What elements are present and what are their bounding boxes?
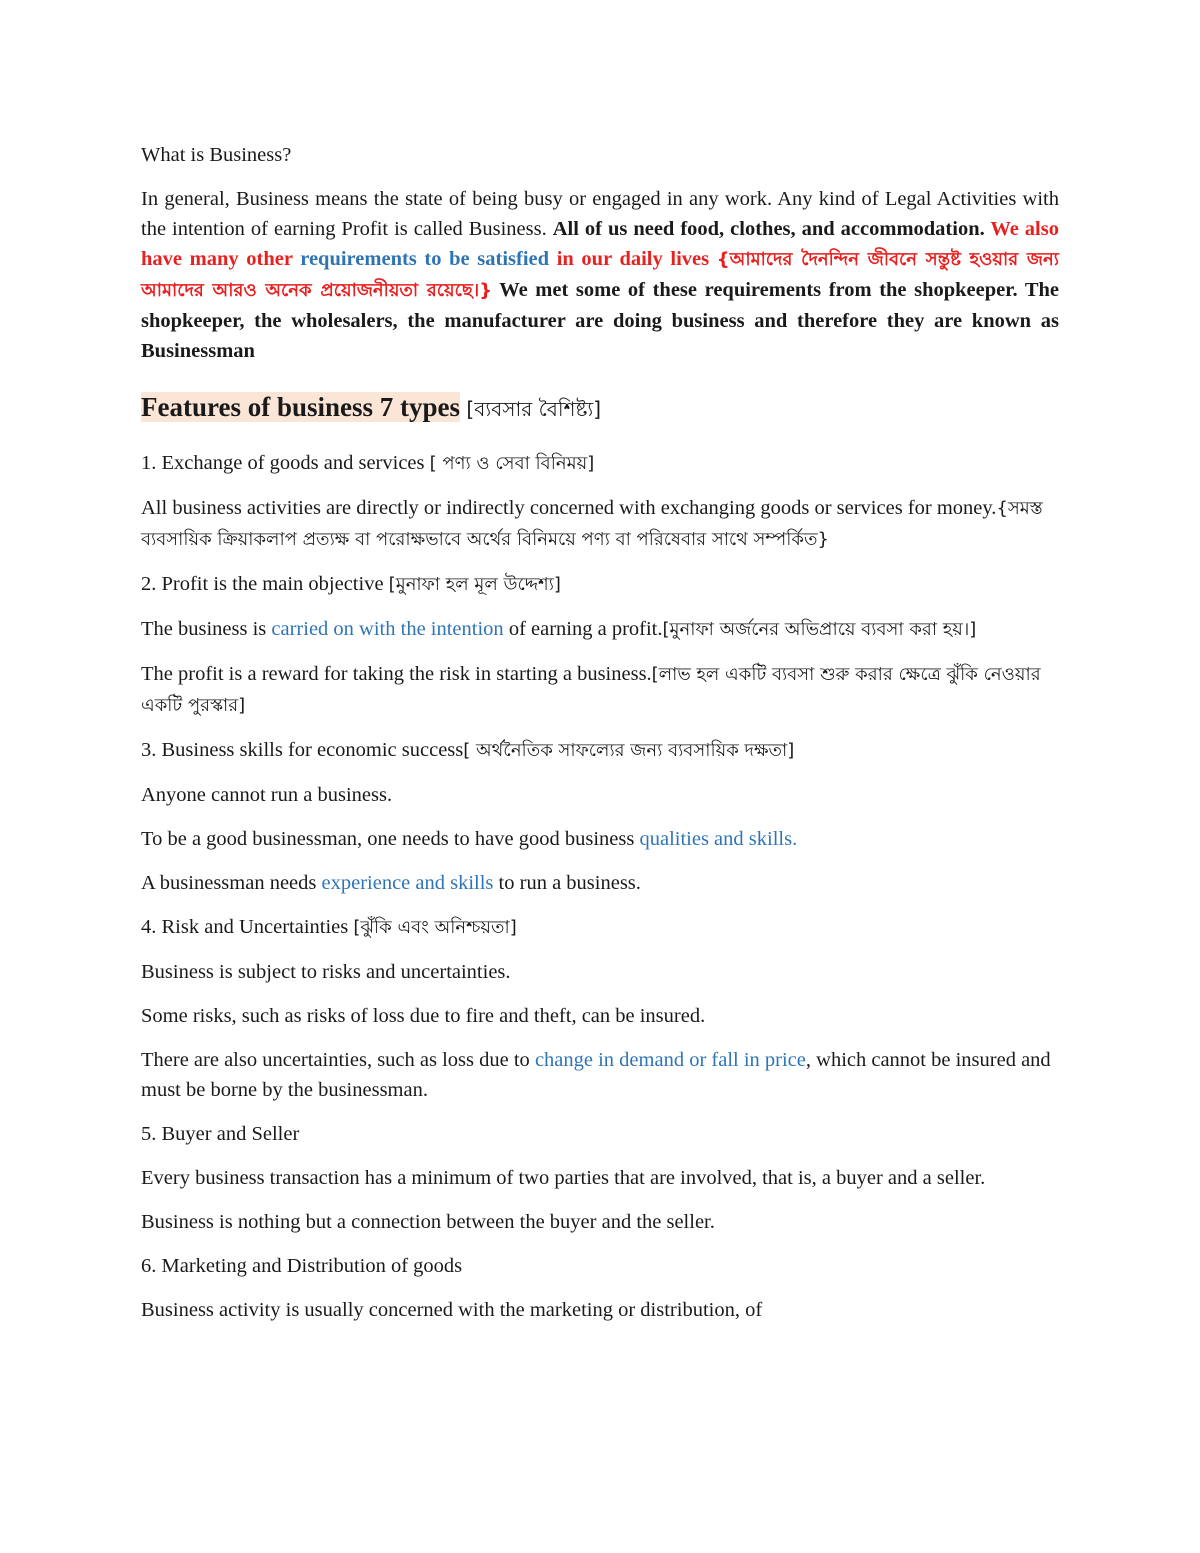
- intro-bold-needs: All of us need food, clothes, and accommodation.: [552, 218, 991, 240]
- feature-3-body-2-text: To be a good businessman, one needs to have good business: [141, 828, 640, 850]
- intro-bold-shopkeeper: We met some of these requirements from the shopkeeper. The shopkeeper, the wholesalers, the manufacturer are doing business and therefore they are known as Businessman: [141, 279, 1059, 362]
- features-heading: [141, 388, 1059, 428]
- features-heading-title: Features of business 7 types: [141, 392, 461, 422]
- feature-4-body-3-link[interactable]: change in demand or fall in price: [534, 1049, 806, 1071]
- features-heading-bengali: [ব্যবসার বৈশিষ্ট্য]: [460, 397, 601, 421]
- document-body: [141, 140, 1059, 1339]
- feature-4-body-3-a: There are also uncertainties, such as loss due to: [141, 1049, 535, 1071]
- feature-2-body-1-bengali: [মুনাফা অর্জনের অভিপ্রায়ে ব্যবসা করা হয়।]: [662, 619, 977, 640]
- feature-3-body-2: [141, 824, 1059, 854]
- feature-2-title-bengali: [মুনাফা হল মূল উদ্দেশ্য]: [388, 574, 561, 595]
- feature-2-body-1: [141, 614, 1059, 645]
- feature-2-title: [141, 569, 1059, 600]
- feature-3-title-bengali: [ অর্থনৈতিক সাফল্যের জন্য ব্যবসায়িক দক্ষতা]: [463, 740, 795, 761]
- feature-4-title: [141, 912, 1059, 943]
- feature-2-body-2-bengali: [লাভ হল একটি ব্যবসা শুরু করার ক্ষেত্রে ঝুঁকি নেওয়ার একটি পুরস্কার]: [141, 664, 1041, 716]
- intro-red-text-2: in our daily lives: [549, 248, 717, 270]
- feature-1-body-text: All business activities are directly or indirectly concerned with exchanging goods or services for money.: [141, 497, 997, 519]
- intro-question: What is Business?: [141, 144, 292, 166]
- feature-4-body-1: Business is subject to risks and uncertainties.: [141, 961, 511, 983]
- feature-4-title-bengali: [ঝুঁকি এবং অনিশ্চয়তা]: [353, 917, 517, 938]
- feature-3-body-3-link[interactable]: experience and skills: [321, 872, 494, 894]
- intro-red-bengali: {আমাদের দৈনন্দিন জীবনে সন্তুষ্ট হওয়ার জন্য আমাদের আরও অনেক প্রয়োজনীয়তা রয়েছে।}: [141, 249, 1059, 301]
- feature-4-body-2: Some risks, such as risks of loss due to fire and theft, can be insured.: [141, 1005, 706, 1027]
- feature-6-body-1: Business activity is usually concerned with the marketing or distribution, of: [141, 1299, 763, 1321]
- feature-4-body-3: [141, 1045, 1059, 1105]
- feature-3-body-2-link[interactable]: qualities and skills.: [639, 828, 798, 850]
- feature-2-title-text: 2. Profit is the main objective: [141, 573, 389, 595]
- feature-6-title: 6. Marketing and Distribution of goods: [141, 1255, 463, 1277]
- feature-2-body-1-link[interactable]: carried on with the intention: [271, 618, 504, 640]
- feature-3-title-text: 3. Business skills for economic success: [141, 739, 464, 761]
- feature-1-title: [141, 448, 1059, 479]
- feature-2-body-2: [141, 659, 1059, 721]
- intro-red-text-1: We also have many other: [141, 218, 1059, 270]
- feature-2-body-1-b: of earning a profit.: [503, 618, 663, 640]
- feature-2-body-1-a: The business is: [141, 618, 272, 640]
- feature-3-title: [141, 735, 1059, 766]
- feature-2-body-2-text: The profit is a reward for taking the risk in starting a business.: [141, 663, 652, 685]
- feature-3-body-3-a: A businessman needs: [141, 872, 322, 894]
- feature-1-title-text: 1. Exchange of goods and services: [141, 452, 430, 474]
- feature-1-body: [141, 493, 1059, 555]
- feature-3-body-3: [141, 868, 1059, 898]
- feature-3-body-1: Anyone cannot run a business.: [141, 784, 393, 806]
- feature-4-body-3-b: , which cannot be insured and must be borne by the businessman.: [141, 1049, 1051, 1101]
- feature-4-title-text: 4. Risk and Uncertainties: [141, 916, 354, 938]
- intro-text: In general, Business means the state of being busy or engaged in any work. Any kind of Legal Activities with the intention of earning Profit is called Business.: [141, 188, 1059, 240]
- feature-5-title: 5. Buyer and Seller: [141, 1123, 300, 1145]
- feature-1-body-bengali: {সমস্ত ব্যবসায়িক ক্রিয়াকলাপ প্রত্যক্ষ বা পরোক্ষভাবে অর্থের বিনিময়ে পণ্য বা পরিষেবার সাথে সম্পর্কিত}: [141, 498, 1043, 550]
- feature-3-body-3-b: to run a business.: [493, 872, 641, 894]
- intro-blue-requirements: requirements to be satisfied: [300, 248, 550, 270]
- feature-5-body-1: Every business transaction has a minimum of two parties that are involved, that is, a buyer and a seller.: [141, 1167, 986, 1189]
- feature-5-body-2: Business is nothing but a connection between the buyer and the seller.: [141, 1211, 715, 1233]
- intro-paragraph: [141, 184, 1059, 366]
- feature-1-title-bengali: [ পণ্য ও সেবা বিনিময়]: [429, 453, 595, 474]
